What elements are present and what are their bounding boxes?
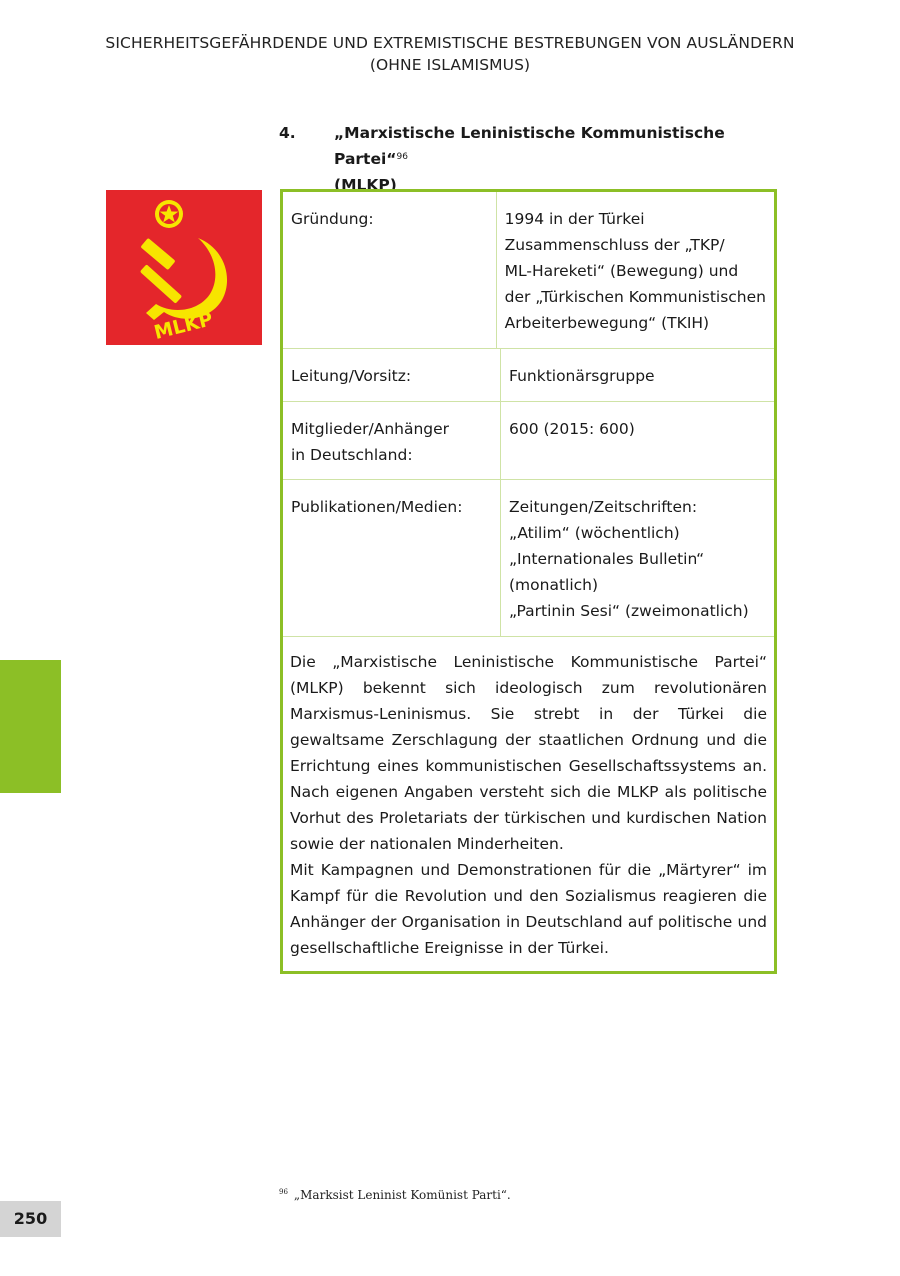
value-line: Zusammenschluss der „TKP/ [504,236,725,254]
value-line: (monatlich) [509,576,599,594]
table-row-gruendung [283,192,774,349]
row-value [501,402,774,479]
info-table [280,189,777,974]
value-line: 600 (2015: 600) [509,420,635,438]
label-line: in Deutschland: [291,446,413,464]
description-block [283,637,774,971]
row-label: Gründung: [283,192,497,348]
row-label [283,402,501,479]
value-line: „Internationales Bulletin“ [509,550,705,568]
svg-text:MLKP: MLKP [151,308,216,344]
value-line: ML-Hareketi“ (Bewegung) und [504,262,739,280]
hammer-and-sickle-icon [106,190,262,345]
value-line: 1994 in der Türkei [504,210,645,228]
chapter-side-tab [0,660,61,793]
section-title-line1: „Marxistische Leninistische Kommunistische Partei“ [334,124,725,168]
row-label: Leitung/Vorsitz: [283,349,501,401]
value-line: „Partinin Sesi“ (zweimonatlich) [509,602,749,620]
section-number: 4. [279,124,296,142]
table-row-mitglieder [283,402,774,480]
description-paragraph: Mit Kampagnen und Demonstrationen für die „Märtyrer“ im Kampf für die Revolution und den Sozialismus reagieren die Anhänger der Organisation in Deutschland auf politische und gesellschaftliche Ereignisse in der Türkei. [290,861,767,957]
row-label: Publikationen/Medien: [283,480,501,636]
page-number: 250 [0,1201,61,1237]
value-line: „Atilim“ (wöchentlich) [509,524,680,542]
value-line: Zeitungen/Zeitschriften: [509,498,698,516]
label-line: Mitglieder/Anhänger [291,420,450,438]
row-value [501,349,774,401]
row-value [501,480,774,636]
running-head-line1: SICHERHEITSGEFÄHRDENDE UND EXTREMISTISCHE BESTREBUNGEN VON AUSLÄNDERN [105,34,795,52]
running-head-line2: (OHNE ISLAMISMUS) [369,56,531,74]
description-paragraph: Die „Marxistische Leninistische Kommunistische Partei“ (MLKP) bekennt sich ideologisch zum revolutionären Marxismus-Leninismus. Sie strebt in der Türkei die gewaltsame Zerschlagung der staatlichen Ordnung und die Errichtung eines kommunistischen Gesellschaftssystems an. Nach eigenen Angaben versteht sich die MLKP als politische Vorhut des Proletariats der türkischen und kurdischen Nation sowie der nationalen Minderheiten. [290,653,767,853]
footnote-number: 96 [279,1188,288,1196]
table-row-publikationen [283,480,774,637]
footnote-ref[interactable]: 96 [396,152,408,162]
footnote [279,1188,511,1202]
table-row-leitung [283,349,774,402]
value-line: Funktionärsgruppe [509,367,655,385]
section-title-line2: (MLKP) [334,176,397,194]
section-heading [334,120,774,198]
row-value [497,192,774,348]
running-head [0,32,900,76]
value-line: Arbeiterbewegung“ (TKIH) [504,314,710,332]
value-line: der „Türkischen Kommunistischen [504,288,766,306]
footnote-text: „Marksist Leninist Komünist Parti“. [293,1188,511,1202]
mlkp-logo [106,190,262,345]
